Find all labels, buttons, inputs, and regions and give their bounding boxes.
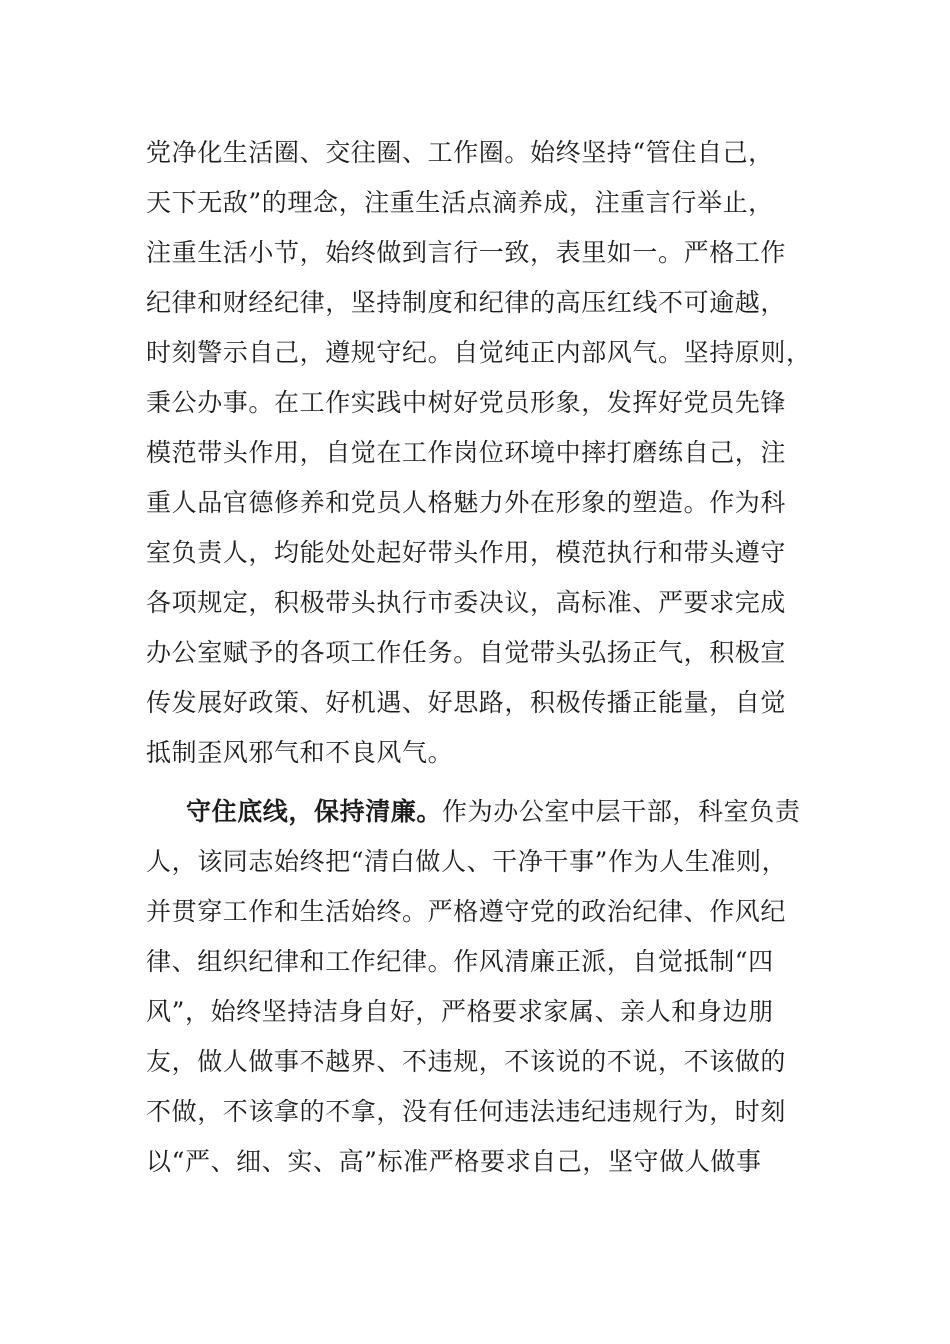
paragraph-line: 重人品官德修养和党员人格魅力外在形象的塑造。作为科 [146,488,787,517]
paragraph-first-line-text: 作为办公室中层干部，科室负责 [442,797,801,826]
paragraph-line: 不做，不该拿的不拿，没有任何违法违纪违规行为，时刻 [146,1097,787,1126]
paragraph-line: 办公室赋予的各项工作任务。自觉带头弘扬正气，积极宣 [146,638,787,667]
paragraph-lead-heading: 守住底线，保持清廉。 [186,797,443,826]
paragraph-line: 秉公办事。在工作实践中树好党员形象，发挥好党员先锋 [146,388,787,417]
paragraph-line: 友，做人做事不越界、不违规，不该说的不说，不该做的 [146,1047,787,1076]
paragraph-2 [146,787,816,1187]
paragraph-line: 风”，始终坚持洁身自好，严格要求家属、亲人和身边朋 [146,997,774,1026]
paragraph-line: 人，该同志始终把“清白做人、干净干事”作为人生准则， [146,847,788,876]
paragraph-line: 纪律和财经纪律，坚持制度和纪律的高压红线不可逾越， [146,288,787,317]
paragraph-line: 天下无敌”的理念，注重生活点滴养成，注重言行举止， [146,188,774,217]
paragraph-line: 各项规定，积极带头执行市委决议，高标准、严要求完成 [146,588,787,617]
paragraph-line: 模范带头作用，自觉在工作岗位环境中摔打磨练自己，注 [146,438,787,467]
paragraph-1 [146,128,816,778]
paragraph-line: 以“严、细、实、高”标准严格要求自己，坚守做人做事 [146,1147,762,1176]
paragraph-line: 并贯穿工作和生活始终。严格遵守党的政治纪律、作风纪 [146,897,787,926]
paragraph-line: 时刻警示自己，遵规守纪。自觉纯正内部风气。坚持原则， [146,338,812,367]
paragraph-line: 注重生活小节，始终做到言行一致，表里如一。严格工作 [146,238,787,267]
paragraph-line: 律、组织纪律和工作纪律。作风清廉正派，自觉抵制“四 [146,947,774,976]
paragraph-line: 抵制歪风邪气和不良风气。 [146,738,454,767]
paragraph-first-line [146,787,816,837]
paragraph-line: 党净化生活圈、交往圈、工作圈。始终坚持“管住自己， [146,138,774,167]
paragraph-line: 室负责人，均能处处起好带头作用，模范执行和带头遵守 [146,538,787,567]
paragraph-line: 传发展好政策、好机遇、好思路，积极传播正能量，自觉 [146,688,787,717]
